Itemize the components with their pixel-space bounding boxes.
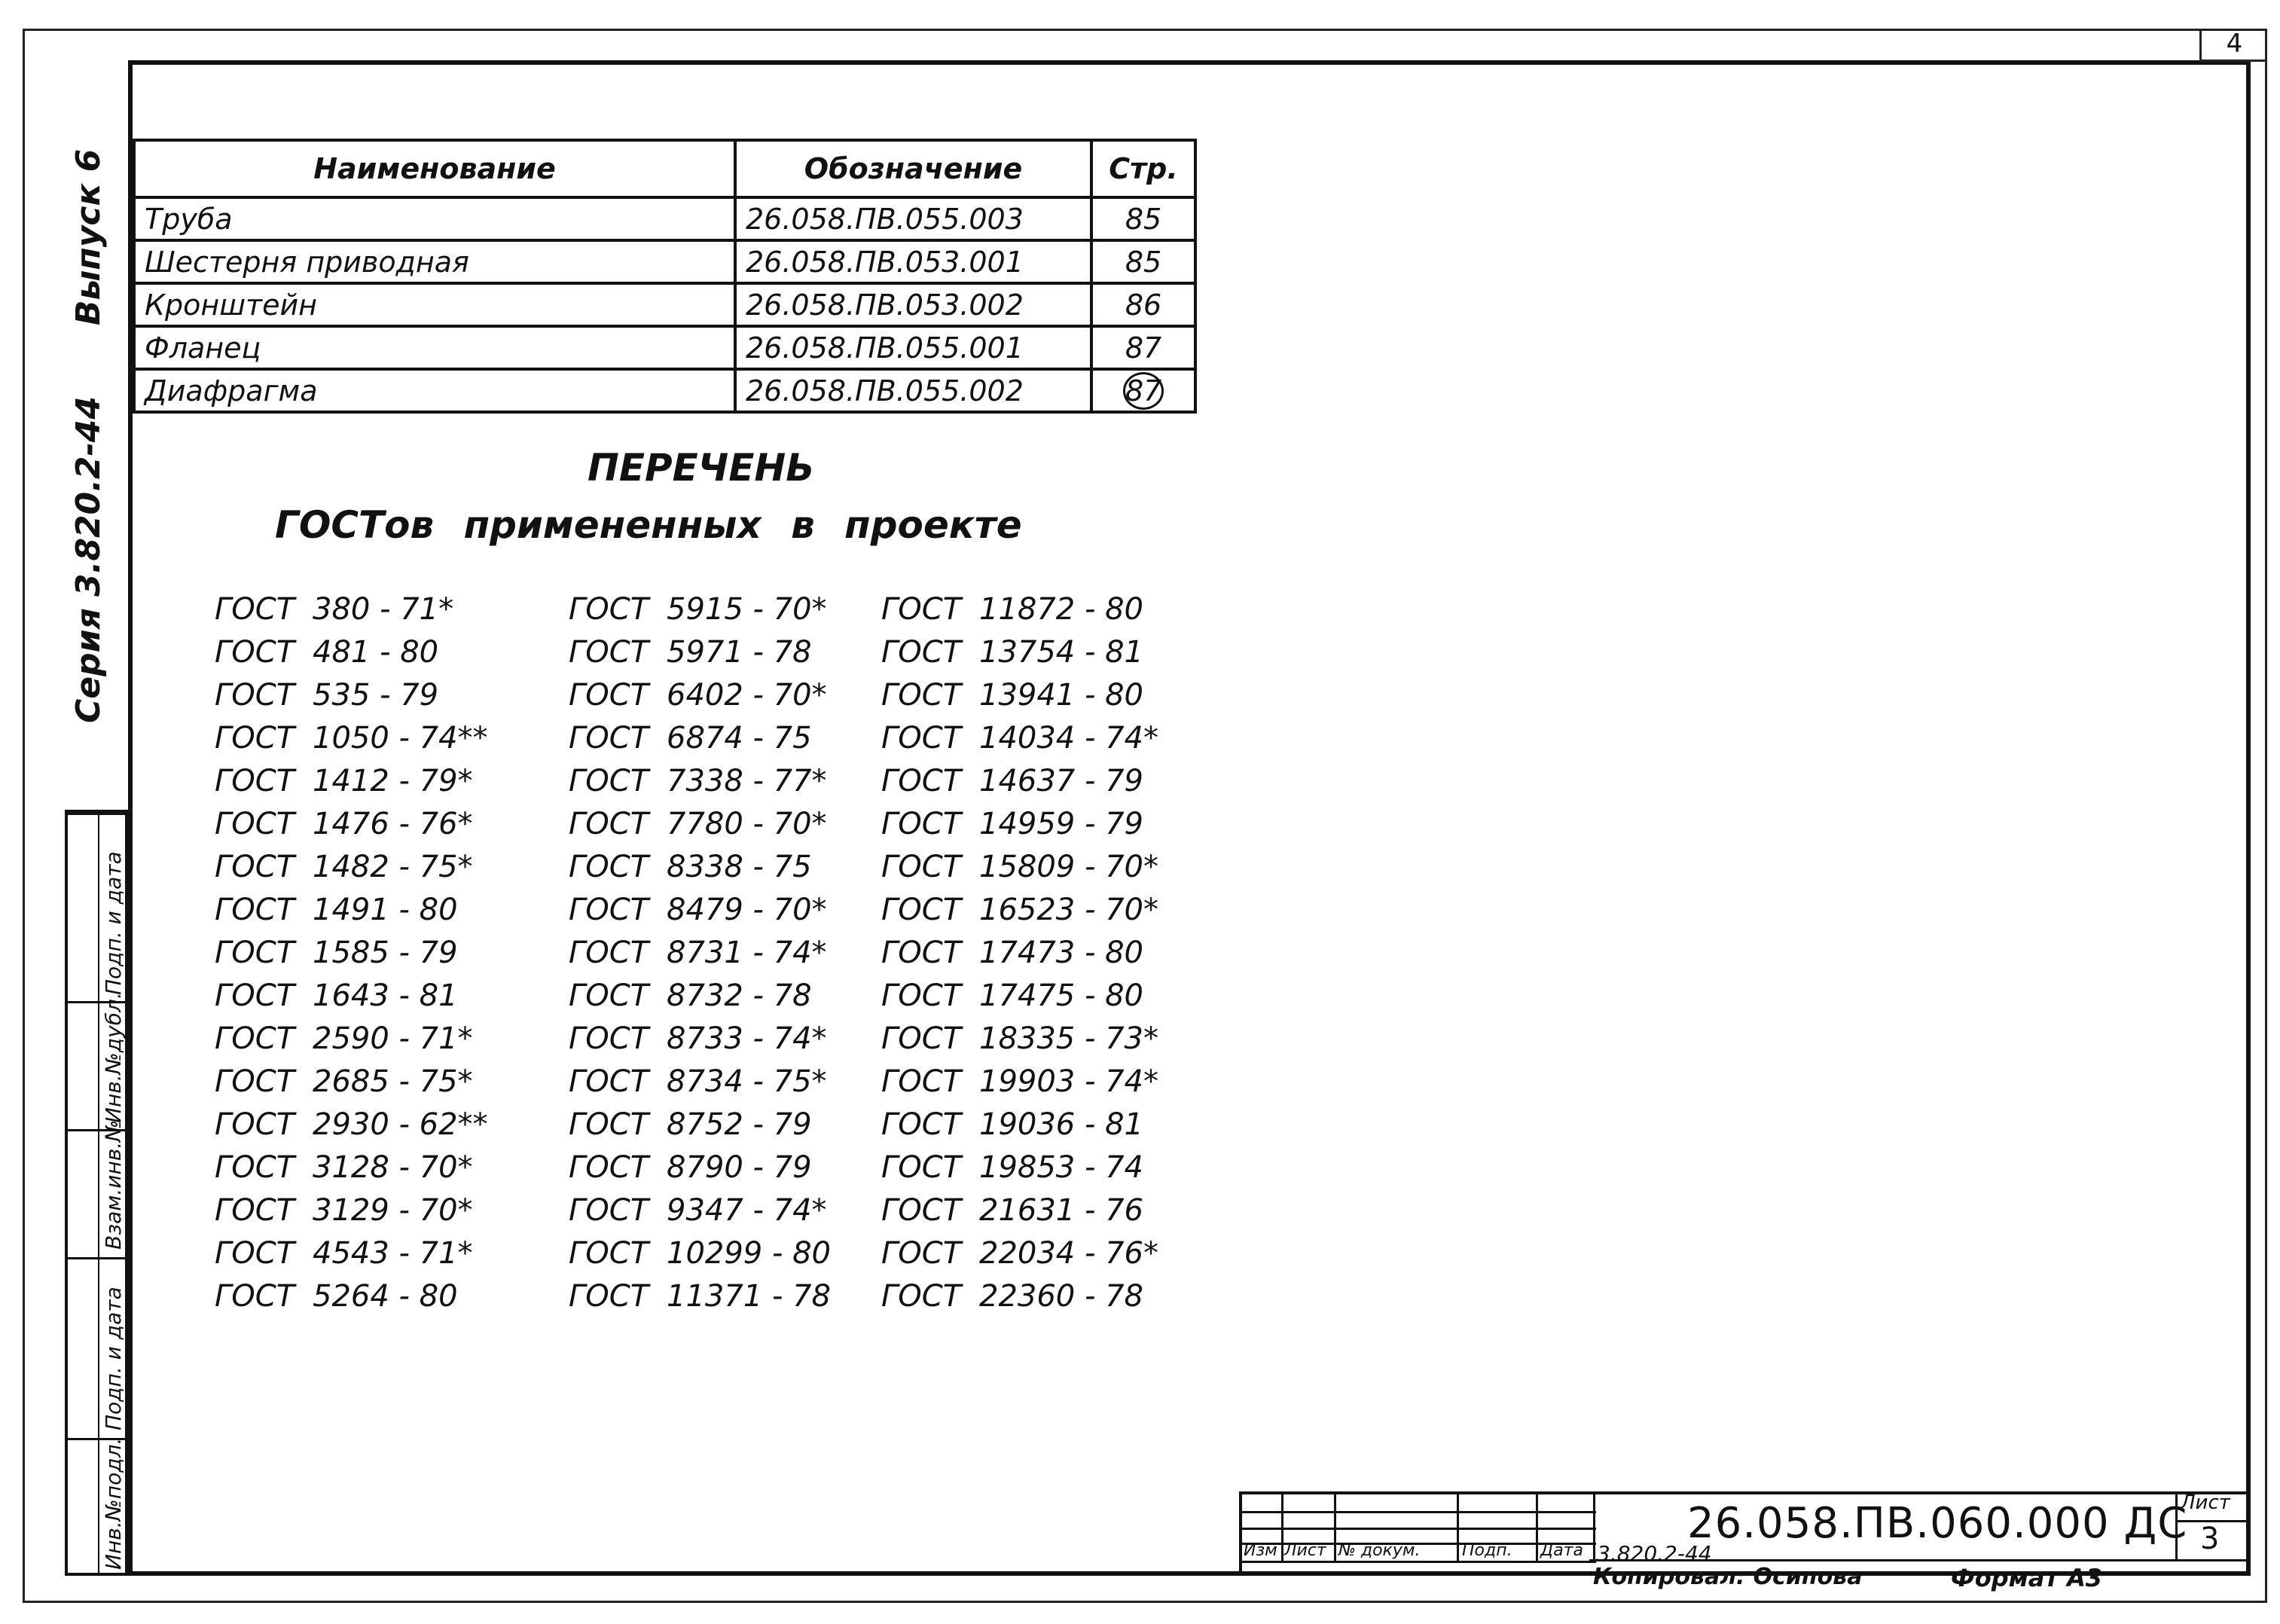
gost-entry bbox=[215, 931, 488, 974]
gost-prefix: ГОСТ bbox=[881, 1149, 962, 1185]
gost-number: 1476 - 76* bbox=[313, 806, 473, 841]
gost-number: 4543 - 71* bbox=[313, 1235, 473, 1271]
corner-sheet-number: 4 bbox=[2199, 29, 2267, 62]
gost-number: 380 - 71* bbox=[313, 591, 454, 627]
gost-prefix: ГОСТ bbox=[881, 1235, 962, 1271]
gost-prefix: ГОСТ bbox=[215, 591, 295, 627]
gost-number: 8752 - 79 bbox=[667, 1107, 812, 1142]
gost-number: 1491 - 80 bbox=[313, 892, 458, 927]
gost-prefix: ГОСТ bbox=[881, 720, 962, 756]
part-name: Фланец bbox=[134, 326, 735, 369]
part-name: Кронштейн bbox=[134, 283, 735, 326]
document-code: 26.058.ПВ.060.000 ДС bbox=[1687, 1499, 2188, 1548]
gost-prefix: ГОСТ bbox=[569, 1149, 649, 1185]
gost-entry bbox=[881, 588, 1158, 630]
gost-prefix: ГОСТ bbox=[215, 1149, 295, 1185]
gost-prefix: ГОСТ bbox=[881, 849, 962, 884]
gost-prefix: ГОСТ bbox=[881, 806, 962, 841]
caption-sign: Подп. bbox=[1462, 1541, 1512, 1560]
gost-entry bbox=[215, 1189, 488, 1232]
gost-number: 17473 - 80 bbox=[979, 935, 1144, 970]
gost-prefix: ГОСТ bbox=[569, 1064, 649, 1099]
series-label: Серия 3.820.2-44 bbox=[69, 395, 108, 723]
gost-prefix: ГОСТ bbox=[569, 1192, 649, 1228]
gost-number: 8731 - 74* bbox=[667, 935, 827, 970]
gost-prefix: ГОСТ bbox=[215, 1235, 295, 1271]
gost-entry bbox=[569, 1232, 831, 1274]
gost-prefix: ГОСТ bbox=[569, 892, 649, 927]
gost-entry bbox=[215, 1017, 488, 1060]
part-page: 87 bbox=[1091, 326, 1195, 369]
gost-entry bbox=[569, 1274, 831, 1317]
gost-entry bbox=[881, 1274, 1158, 1317]
gost-number: 6874 - 75 bbox=[667, 720, 812, 756]
strip-label-sign-date-1: Подп. и дата bbox=[101, 851, 126, 995]
part-code: 26.058.ПВ.053.002 bbox=[735, 283, 1091, 326]
gost-number: 481 - 80 bbox=[313, 634, 439, 670]
gost-entry bbox=[215, 1146, 488, 1189]
gost-number: 19036 - 81 bbox=[979, 1107, 1144, 1142]
part-code: 26.058.ПВ.055.001 bbox=[735, 326, 1091, 369]
gost-number: 19903 - 74* bbox=[979, 1064, 1159, 1099]
gost-prefix: ГОСТ bbox=[881, 892, 962, 927]
strip-label-inv-dubl: Инв.№дубл. bbox=[101, 992, 126, 1123]
tb-hline bbox=[1242, 1528, 1596, 1530]
table-row bbox=[134, 240, 1195, 283]
gost-prefix: ГОСТ bbox=[881, 935, 962, 970]
gost-number: 5971 - 78 bbox=[667, 634, 812, 670]
gost-number: 15809 - 70* bbox=[979, 849, 1159, 884]
gost-number: 1585 - 79 bbox=[313, 935, 458, 970]
strip-label-inv-podl: Инв.№подл. bbox=[101, 1437, 126, 1570]
gost-number: 14034 - 74* bbox=[979, 720, 1159, 756]
part-page bbox=[1091, 369, 1195, 412]
gost-entry bbox=[215, 888, 488, 931]
gost-prefix: ГОСТ bbox=[215, 978, 295, 1013]
gost-column-2 bbox=[569, 588, 831, 1317]
series-code: 3.820.2-44 bbox=[1597, 1541, 1712, 1566]
caption-doc-number: № докум. bbox=[1338, 1541, 1421, 1560]
gost-number: 13941 - 80 bbox=[979, 677, 1144, 713]
part-code: 26.058.ПВ.055.002 bbox=[735, 369, 1091, 412]
list-subtitle: ГОСТов примененных в проекте bbox=[275, 503, 1022, 547]
gost-prefix: ГОСТ bbox=[881, 1107, 962, 1142]
gost-number: 8732 - 78 bbox=[667, 978, 812, 1013]
gost-entry bbox=[881, 1060, 1158, 1103]
gost-prefix: ГОСТ bbox=[569, 935, 649, 970]
gost-number: 1412 - 79* bbox=[313, 763, 473, 798]
gost-prefix: ГОСТ bbox=[881, 978, 962, 1013]
gost-number: 1643 - 81 bbox=[313, 978, 458, 1013]
sheet-caption: Лист bbox=[2181, 1491, 2230, 1514]
gost-entry bbox=[881, 673, 1158, 716]
column-header-page: Стр. bbox=[1091, 140, 1195, 197]
gost-entry bbox=[569, 1103, 831, 1146]
gost-number: 2930 - 62** bbox=[313, 1107, 488, 1142]
gost-number: 17475 - 80 bbox=[979, 978, 1144, 1013]
gost-entry bbox=[881, 974, 1158, 1017]
gost-number: 11872 - 80 bbox=[979, 591, 1144, 627]
gost-number: 8733 - 74* bbox=[667, 1021, 827, 1056]
gost-prefix: ГОСТ bbox=[569, 1021, 649, 1056]
gost-entry bbox=[881, 931, 1158, 974]
gost-prefix: ГОСТ bbox=[881, 1064, 962, 1099]
tb-hline bbox=[1242, 1511, 1596, 1513]
part-code: 26.058.ПВ.053.001 bbox=[735, 240, 1091, 283]
gost-number: 6402 - 70* bbox=[667, 677, 827, 713]
gost-number: 22034 - 76* bbox=[979, 1235, 1159, 1271]
gost-entry bbox=[881, 1189, 1158, 1232]
gost-prefix: ГОСТ bbox=[569, 1235, 649, 1271]
part-page: 85 bbox=[1091, 240, 1195, 283]
gost-number: 14959 - 79 bbox=[979, 806, 1144, 841]
gost-number: 1482 - 75* bbox=[313, 849, 473, 884]
gost-prefix: ГОСТ bbox=[569, 634, 649, 670]
part-page: 85 bbox=[1091, 197, 1195, 240]
gost-entry bbox=[215, 759, 488, 802]
strip-divider bbox=[98, 813, 99, 1573]
gost-entry bbox=[215, 1274, 488, 1317]
gost-entry bbox=[569, 1146, 831, 1189]
parts-table-header bbox=[134, 140, 1195, 197]
gost-prefix: ГОСТ bbox=[215, 763, 295, 798]
gost-number: 13754 - 81 bbox=[979, 634, 1144, 670]
part-code: 26.058.ПВ.055.003 bbox=[735, 197, 1091, 240]
gost-prefix: ГОСТ bbox=[215, 634, 295, 670]
gost-number: 7338 - 77* bbox=[667, 763, 827, 798]
gost-entry bbox=[215, 802, 488, 845]
strip-label-sign-date-2: Подп. и дата bbox=[101, 1287, 126, 1430]
gost-entry bbox=[569, 1017, 831, 1060]
gost-prefix: ГОСТ bbox=[881, 677, 962, 713]
caption-list: Лист bbox=[1284, 1541, 1326, 1560]
gost-entry bbox=[881, 845, 1158, 888]
strip-cell-4 bbox=[68, 1257, 125, 1259]
strip-cell-1 bbox=[68, 813, 125, 815]
gost-number: 3128 - 70* bbox=[313, 1149, 473, 1185]
gost-entry bbox=[215, 1103, 488, 1146]
table-row bbox=[134, 283, 1195, 326]
gost-entry bbox=[881, 759, 1158, 802]
column-header-name: Наименование bbox=[134, 140, 735, 197]
gost-column-3 bbox=[881, 588, 1158, 1317]
part-name: Труба bbox=[134, 197, 735, 240]
gost-entry bbox=[569, 716, 831, 759]
gost-prefix: ГОСТ bbox=[215, 1192, 295, 1228]
gost-entry bbox=[569, 588, 831, 630]
gost-number: 18335 - 73* bbox=[979, 1021, 1159, 1056]
gost-entry bbox=[569, 1189, 831, 1232]
table-row bbox=[134, 326, 1195, 369]
gost-prefix: ГОСТ bbox=[569, 677, 649, 713]
table-row bbox=[134, 197, 1195, 240]
gost-prefix: ГОСТ bbox=[215, 892, 295, 927]
gost-number: 2590 - 71* bbox=[313, 1021, 473, 1056]
list-title: ПЕРЕЧЕНЬ bbox=[588, 446, 815, 490]
part-page: 86 bbox=[1091, 283, 1195, 326]
gost-prefix: ГОСТ bbox=[569, 720, 649, 756]
sheet-cell bbox=[2175, 1491, 2251, 1559]
gost-column-1 bbox=[215, 588, 488, 1317]
gost-prefix: ГОСТ bbox=[215, 1064, 295, 1099]
gost-prefix: ГОСТ bbox=[569, 849, 649, 884]
gost-prefix: ГОСТ bbox=[215, 849, 295, 884]
copied-by: Копировал: Осипова bbox=[1593, 1564, 1863, 1590]
gost-entry bbox=[881, 1103, 1158, 1146]
gost-entry bbox=[215, 630, 488, 673]
gost-prefix: ГОСТ bbox=[215, 806, 295, 841]
gost-prefix: ГОСТ bbox=[881, 591, 962, 627]
caption-date: Дата bbox=[1540, 1541, 1583, 1560]
gost-entry bbox=[881, 1232, 1158, 1274]
gost-number: 8790 - 79 bbox=[667, 1149, 812, 1185]
gost-entry bbox=[215, 974, 488, 1017]
gost-number: 1050 - 74** bbox=[313, 720, 488, 756]
issue-label: Выпуск 6 bbox=[69, 148, 108, 325]
strip-label-vzam-inv: Взам.инв.№ bbox=[101, 1119, 126, 1250]
gost-entry bbox=[881, 630, 1158, 673]
gost-prefix: ГОСТ bbox=[881, 1278, 962, 1314]
gost-entry bbox=[569, 630, 831, 673]
gost-prefix: ГОСТ bbox=[881, 1021, 962, 1056]
gost-number: 8338 - 75 bbox=[667, 849, 812, 884]
parts-table bbox=[133, 139, 1197, 414]
gost-entry bbox=[881, 1146, 1158, 1189]
format-label: Формат А3 bbox=[1951, 1564, 2103, 1592]
gost-number: 7780 - 70* bbox=[667, 806, 827, 841]
gost-entry bbox=[881, 1017, 1158, 1060]
gost-prefix: ГОСТ bbox=[569, 763, 649, 798]
binding-strip bbox=[65, 810, 128, 1576]
gost-entry bbox=[881, 888, 1158, 931]
gost-number: 8479 - 70* bbox=[667, 892, 827, 927]
part-name: Диафрагма bbox=[134, 369, 735, 412]
gost-prefix: ГОСТ bbox=[215, 935, 295, 970]
table-row bbox=[134, 369, 1195, 412]
gost-entry bbox=[569, 759, 831, 802]
gost-prefix: ГОСТ bbox=[215, 1278, 295, 1314]
gost-entry bbox=[215, 845, 488, 888]
gost-prefix: ГОСТ bbox=[215, 1107, 295, 1142]
gost-number: 14637 - 79 bbox=[979, 763, 1144, 798]
gost-entry bbox=[215, 1232, 488, 1274]
gost-entry bbox=[569, 673, 831, 716]
gost-number: 8734 - 75* bbox=[667, 1064, 827, 1099]
gost-number: 5915 - 70* bbox=[667, 591, 827, 627]
gost-entry bbox=[881, 716, 1158, 759]
gost-entry bbox=[215, 673, 488, 716]
gost-number: 10299 - 80 bbox=[667, 1235, 832, 1271]
gost-number: 5264 - 80 bbox=[313, 1278, 458, 1314]
gost-number: 22360 - 78 bbox=[979, 1278, 1144, 1314]
gost-entry bbox=[215, 716, 488, 759]
gost-entry bbox=[215, 588, 488, 630]
gost-number: 2685 - 75* bbox=[313, 1064, 473, 1099]
gost-prefix: ГОСТ bbox=[881, 763, 962, 798]
gost-entry bbox=[569, 931, 831, 974]
gost-number: 9347 - 74* bbox=[667, 1192, 827, 1228]
gost-number: 3129 - 70* bbox=[313, 1192, 473, 1228]
gost-prefix: ГОСТ bbox=[569, 591, 649, 627]
gost-entry bbox=[569, 845, 831, 888]
gost-number: 16523 - 70* bbox=[979, 892, 1159, 927]
sheet-number: 3 bbox=[2200, 1522, 2220, 1556]
gost-prefix: ГОСТ bbox=[215, 677, 295, 713]
gost-number: 11371 - 78 bbox=[667, 1278, 832, 1314]
part-name: Шестерня приводная bbox=[134, 240, 735, 283]
gost-prefix: ГОСТ bbox=[569, 1278, 649, 1314]
gost-number: 535 - 79 bbox=[313, 677, 439, 713]
title-block-grid bbox=[1242, 1494, 1596, 1576]
gost-entry bbox=[215, 1060, 488, 1103]
circled-page-number: 87 bbox=[1123, 372, 1164, 410]
gost-prefix: ГОСТ bbox=[569, 1107, 649, 1142]
gost-prefix: ГОСТ bbox=[215, 1021, 295, 1056]
gost-prefix: ГОСТ bbox=[569, 978, 649, 1013]
gost-number: 19853 - 74 bbox=[979, 1149, 1144, 1185]
gost-entry bbox=[569, 1060, 831, 1103]
gost-prefix: ГОСТ bbox=[215, 720, 295, 756]
gost-prefix: ГОСТ bbox=[569, 806, 649, 841]
gost-entry bbox=[569, 974, 831, 1017]
gost-prefix: ГОСТ bbox=[881, 634, 962, 670]
gost-prefix: ГОСТ bbox=[881, 1192, 962, 1228]
gost-entry bbox=[569, 802, 831, 845]
column-header-code: Обозначение bbox=[735, 140, 1091, 197]
caption-izm: Изм bbox=[1244, 1541, 1277, 1560]
gost-number: 21631 - 76 bbox=[979, 1192, 1144, 1228]
tb-hline bbox=[1242, 1561, 1596, 1563]
gost-entry bbox=[881, 802, 1158, 845]
gost-entry bbox=[569, 888, 831, 931]
